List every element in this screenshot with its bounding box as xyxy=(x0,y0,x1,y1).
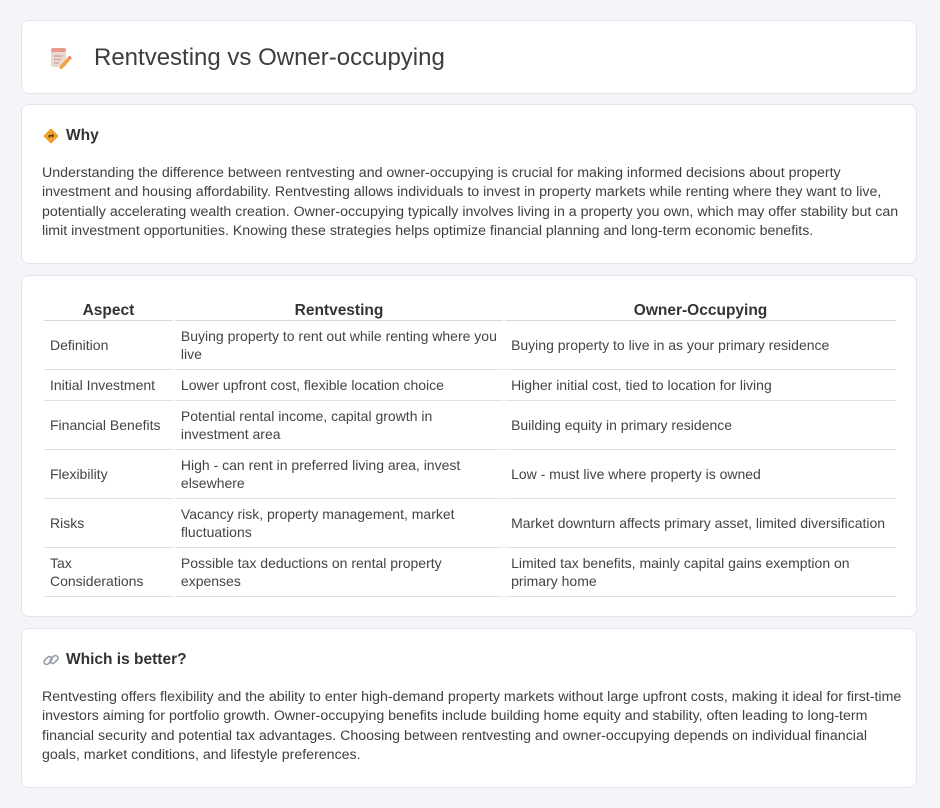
table-header-row xyxy=(44,296,896,321)
comparison-card xyxy=(21,275,917,617)
table-row xyxy=(44,401,896,450)
row-aspect: Tax Considerations xyxy=(44,548,173,597)
table-row xyxy=(44,499,896,548)
row-rentvesting: Vacancy risk, property management, market fluctuations xyxy=(175,499,503,548)
row-owner-occupying: Market downturn affects primary asset, limited diversification xyxy=(505,499,896,548)
comparison-table xyxy=(42,296,898,597)
header-rentvesting: Rentvesting xyxy=(175,296,503,321)
title-card xyxy=(21,20,917,94)
diamond-direction-icon xyxy=(42,127,60,145)
better-heading: Which is better? xyxy=(66,651,187,668)
title-row xyxy=(47,43,445,73)
row-rentvesting: Possible tax deductions on rental property expenses xyxy=(175,548,503,597)
row-aspect: Initial Investment xyxy=(44,370,173,401)
row-owner-occupying: Higher initial cost, tied to location for living xyxy=(505,370,896,401)
row-rentvesting: High - can rent in preferred living area, invest elsewhere xyxy=(175,450,503,499)
row-aspect: Risks xyxy=(44,499,173,548)
why-text: Understanding the difference between rentvesting and owner-occupying is crucial for making informed decisions about property investment and housing affordability. Rentvesting allows individuals to invest in property markets while renting where they want to live, potentially accelerating wealth creation. Owner-occupying typically involves living in a property you own, which may offer stability but can limit investment opportunities. Knowing these strategies helps optimize financial planning and long-term economic benefits. xyxy=(42,165,899,239)
better-card xyxy=(21,628,917,788)
row-owner-occupying: Low - must live where property is owned xyxy=(505,450,896,499)
link-icon xyxy=(42,651,60,669)
row-aspect: Definition xyxy=(44,321,173,370)
why-card xyxy=(21,104,917,264)
why-heading: Why xyxy=(66,127,99,144)
row-rentvesting: Buying property to rent out while renting where you live xyxy=(175,321,503,370)
table-row xyxy=(44,548,896,597)
row-owner-occupying: Limited tax benefits, mainly capital gains exemption on primary home xyxy=(505,548,896,597)
better-heading-row xyxy=(42,650,187,670)
header-owner-occupying: Owner-Occupying xyxy=(505,296,896,321)
row-owner-occupying: Building equity in primary residence xyxy=(505,401,896,450)
table-row xyxy=(44,450,896,499)
why-heading-row xyxy=(42,126,99,146)
row-aspect: Flexibility xyxy=(44,450,173,499)
table-row xyxy=(44,370,896,401)
table-row xyxy=(44,321,896,370)
header-aspect: Aspect xyxy=(44,296,173,321)
row-rentvesting: Potential rental income, capital growth in investment area xyxy=(175,401,503,450)
better-text: Rentvesting offers flexibility and the ability to enter high-demand property markets without large upfront costs, making it ideal for first-time investors aiming for portfolio growth. Owner-occupying benefits include building home equity and stability, often leading to long-term financial security and potential tax advantages. Choosing between rentvesting and owner-occupying depends on individual financial goals, market conditions, and lifestyle preferences. xyxy=(42,689,902,763)
document-pencil-icon xyxy=(47,45,73,71)
row-aspect: Financial Benefits xyxy=(44,401,173,450)
row-owner-occupying: Buying property to live in as your primary residence xyxy=(505,321,896,370)
page-title: Rentvesting vs Owner-occupying xyxy=(94,44,445,71)
row-rentvesting: Lower upfront cost, flexible location choice xyxy=(175,370,503,401)
